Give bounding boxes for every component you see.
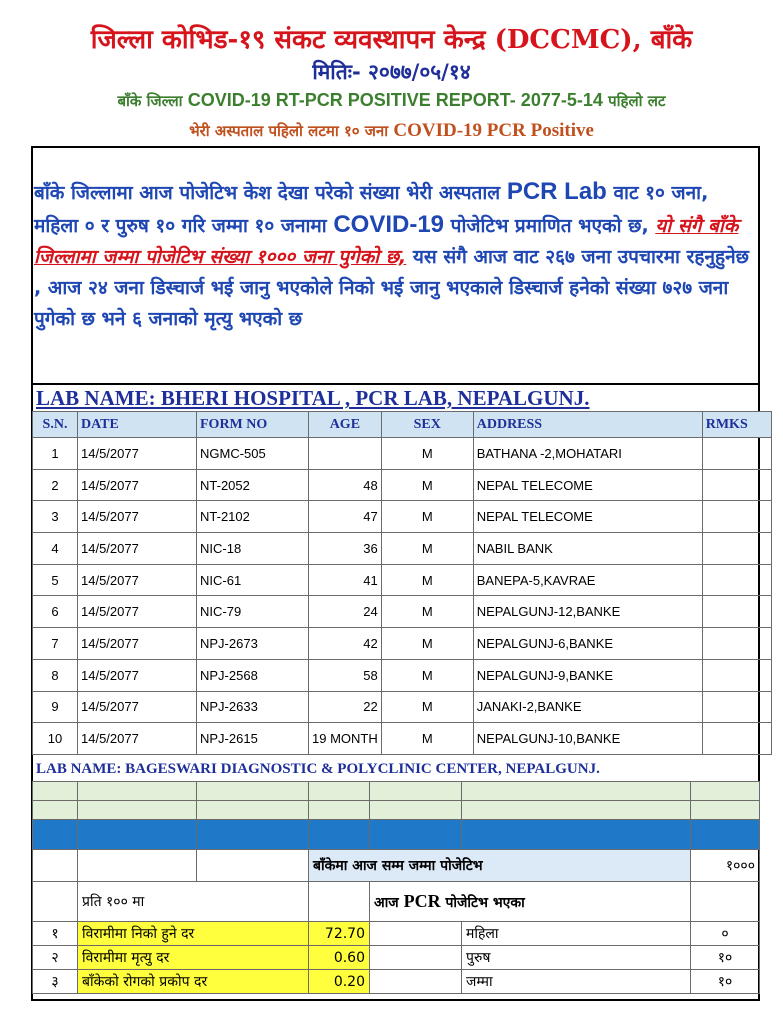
cell-date: 14/5/2077 xyxy=(78,596,197,628)
table-row xyxy=(33,723,772,755)
cell-date: 14/5/2077 xyxy=(78,628,197,660)
table-row xyxy=(33,564,772,596)
cell-sn: 4 xyxy=(33,533,78,565)
report-lot-line xyxy=(0,120,783,142)
empty-row xyxy=(33,782,760,801)
lot-title: COVID-19 PCR Positive xyxy=(393,120,594,141)
rate-sn: १ xyxy=(33,922,78,946)
summary-table xyxy=(32,781,760,994)
table-row xyxy=(33,659,772,691)
table-row xyxy=(33,596,772,628)
cell-form-no: NPJ-2615 xyxy=(197,723,309,755)
table-row xyxy=(33,438,772,470)
cell-sex: M xyxy=(381,596,473,628)
pcr-en: PCR xyxy=(403,891,441,911)
table-row xyxy=(33,691,772,723)
cell-remarks xyxy=(702,533,771,565)
cell-age: 47 xyxy=(309,501,382,533)
cell-age: 24 xyxy=(309,596,382,628)
cell-address: NABIL BANK xyxy=(473,533,702,565)
cell-sex: M xyxy=(381,659,473,691)
report-prefix: बाँके जिल्ला xyxy=(117,92,183,110)
per-hundred-label: प्रति १०० मा xyxy=(78,882,309,922)
rate-spacer xyxy=(370,970,462,994)
summary-highlight: यो संगै बाँके जिल्लामा जम्मा पोजेटिभ संख्या १००० जना पुगेको छ, xyxy=(34,215,739,268)
cell-address: NEPALGUNJ-10,BANKE xyxy=(473,723,702,755)
col-address: ADDRESS xyxy=(473,412,702,438)
col-sex: SEX xyxy=(381,412,473,438)
cell-sex: M xyxy=(381,469,473,501)
cell-remarks xyxy=(702,628,771,660)
lab-name-bageswari: LAB NAME: BAGESWARI DIAGNOSTIC & POLYCLINIC CENTER, NEPALGUNJ. xyxy=(36,761,600,777)
cell-age: 22 xyxy=(309,691,382,723)
gender-count: १० xyxy=(691,970,760,994)
cell-date: 14/5/2077 xyxy=(78,501,197,533)
cell-sn: 10 xyxy=(33,723,78,755)
report-suffix: पहिलो लट xyxy=(608,92,666,110)
rate-label: बाँकेको रोगको प्रकोप दर xyxy=(78,970,309,994)
table-row xyxy=(33,501,772,533)
cell-age: 19 MONTH xyxy=(309,723,382,755)
gender-label: पुरुष xyxy=(462,946,691,970)
cell-address: NEPALGUNJ-9,BANKE xyxy=(473,659,702,691)
cell-date: 14/5/2077 xyxy=(78,564,197,596)
cell-form-no: NT-2052 xyxy=(197,469,309,501)
total-positive-row xyxy=(33,850,760,882)
lot-prefix: भेरी अस्पताल पहिलो लटमा १० जना xyxy=(189,122,389,140)
rate-label: विरामीमा निको हुने दर xyxy=(78,922,309,946)
summary-covid: COVID-19 xyxy=(333,211,445,238)
cell-form-no: NIC-79 xyxy=(197,596,309,628)
cell-form-no: NT-2102 xyxy=(197,501,309,533)
cell-remarks xyxy=(702,469,771,501)
lab-name-bheri: LAB NAME: BHERI HOSPITAL , PCR LAB, NEPALGUNJ. xyxy=(36,386,590,410)
report-subtitle xyxy=(0,90,783,111)
gender-label: जम्मा xyxy=(462,970,691,994)
gender-count: १० xyxy=(691,946,760,970)
cell-remarks xyxy=(702,501,771,533)
cell-age xyxy=(309,438,382,470)
cell-address: NEPAL TELECOME xyxy=(473,469,702,501)
gender-count: ० xyxy=(691,922,760,946)
cell-form-no: NGMC-505 xyxy=(197,438,309,470)
rate-row xyxy=(33,922,760,946)
cell-date: 14/5/2077 xyxy=(78,469,197,501)
cell-date: 14/5/2077 xyxy=(78,659,197,691)
cell-address: NEPALGUNJ-12,BANKE xyxy=(473,596,702,628)
col-date: DATE xyxy=(78,412,197,438)
cell-date: 14/5/2077 xyxy=(78,533,197,565)
cell-sn: 9 xyxy=(33,691,78,723)
cell-sex: M xyxy=(381,691,473,723)
paragraph-divider xyxy=(31,383,760,385)
cell-date: 14/5/2077 xyxy=(78,438,197,470)
cell-address: JANAKI-2,BANKE xyxy=(473,691,702,723)
cell-remarks xyxy=(702,659,771,691)
cell-form-no: NIC-18 xyxy=(197,533,309,565)
total-positive-label: बाँकेमा आज सम्म जम्मा पोजेटिभ xyxy=(309,850,691,882)
cell-remarks xyxy=(702,691,771,723)
col-age: AGE xyxy=(309,412,382,438)
summary-text-1: बाँके जिल्लामा आज पोजेटिभ केश देखा परेको संख्या भेरी अस्पताल xyxy=(34,182,501,204)
rate-row xyxy=(33,946,760,970)
pcr-suffix: पोजेटिभ भएका xyxy=(445,895,525,911)
cell-sex: M xyxy=(381,438,473,470)
summary-text-4: यस संगै आज वाट २६७ जना उपचारमा रहनुहुनेछ , आज २४ जना डिस्चार्ज भई जानु भएकोले निको भई जानु भएकाले डिस्चार्ज हनेको संख्या ७२७ जना पुगेको छ भने ६ जनाको मृत्यु भएको छ xyxy=(34,246,749,330)
blue-band-row xyxy=(33,820,760,850)
positive-cases-table xyxy=(32,411,772,755)
cell-date: 14/5/2077 xyxy=(78,691,197,723)
cell-form-no: NIC-61 xyxy=(197,564,309,596)
rate-row xyxy=(33,970,760,994)
cell-age: 36 xyxy=(309,533,382,565)
rate-value: 0.60 xyxy=(309,946,370,970)
cell-sn: 2 xyxy=(33,469,78,501)
rate-sn: २ xyxy=(33,946,78,970)
rate-value: 0.20 xyxy=(309,970,370,994)
cell-sex: M xyxy=(381,501,473,533)
rate-label: विरामीमा मृत्यु दर xyxy=(78,946,309,970)
cell-sex: M xyxy=(381,533,473,565)
cell-sex: M xyxy=(381,564,473,596)
cell-sn: 5 xyxy=(33,564,78,596)
cell-remarks xyxy=(702,438,771,470)
pcr-prefix: आज xyxy=(374,895,399,911)
rate-value: 72.70 xyxy=(309,922,370,946)
cell-sex: M xyxy=(381,628,473,660)
cell-age: 58 xyxy=(309,659,382,691)
summary-pcr-lab: PCR Lab xyxy=(506,178,607,205)
cell-sn: 3 xyxy=(33,501,78,533)
report-name: COVID-19 RT-PCR POSITIVE REPORT- 2077-5-14 xyxy=(187,90,603,110)
total-positive-value: १००० xyxy=(691,850,760,882)
cell-address: NEPALGUNJ-6,BANKE xyxy=(473,628,702,660)
cell-age: 42 xyxy=(309,628,382,660)
cell-sn: 6 xyxy=(33,596,78,628)
cell-date: 14/5/2077 xyxy=(78,723,197,755)
summary-paragraph xyxy=(34,176,754,335)
table-header-row xyxy=(33,412,772,438)
rate-spacer xyxy=(370,946,462,970)
table-row xyxy=(33,533,772,565)
cell-form-no: NPJ-2633 xyxy=(197,691,309,723)
summary-text-3: पोजेटिभ प्रमाणित भएको छ, xyxy=(450,215,649,237)
cell-address: BATHANA -2,MOHATARI xyxy=(473,438,702,470)
cell-form-no: NPJ-2568 xyxy=(197,659,309,691)
table-row xyxy=(33,628,772,660)
cell-remarks xyxy=(702,564,771,596)
table-row xyxy=(33,469,772,501)
cell-age: 48 xyxy=(309,469,382,501)
cell-sn: 7 xyxy=(33,628,78,660)
cell-age: 41 xyxy=(309,564,382,596)
col-remarks: RMKS xyxy=(702,412,771,438)
cell-sn: 1 xyxy=(33,438,78,470)
gender-label: महिला xyxy=(462,922,691,946)
rate-header-row xyxy=(33,882,760,922)
cell-sex: M xyxy=(381,723,473,755)
cell-remarks xyxy=(702,596,771,628)
report-date: मितिः- २०७७/०५/१४ xyxy=(312,60,471,84)
rate-sn: ३ xyxy=(33,970,78,994)
summary-text-2: वाट १० जना, महिला ० र पुरुष १० गरि जम्मा १० जनामा xyxy=(34,182,709,237)
col-sn: S.N. xyxy=(33,412,78,438)
cell-remarks xyxy=(702,723,771,755)
cell-address: BANEPA-5,KAVRAE xyxy=(473,564,702,596)
col-form-no: FORM NO xyxy=(197,412,309,438)
report-title: जिल्ला कोभिड-१९ संकट व्यवस्थापन केन्द्र (DCCMC), बाँके xyxy=(90,25,693,55)
pcr-positive-heading xyxy=(370,882,691,922)
cell-address: NEPAL TELECOME xyxy=(473,501,702,533)
rate-spacer xyxy=(370,922,462,946)
cell-form-no: NPJ-2673 xyxy=(197,628,309,660)
empty-row xyxy=(33,801,760,820)
cell-sn: 8 xyxy=(33,659,78,691)
